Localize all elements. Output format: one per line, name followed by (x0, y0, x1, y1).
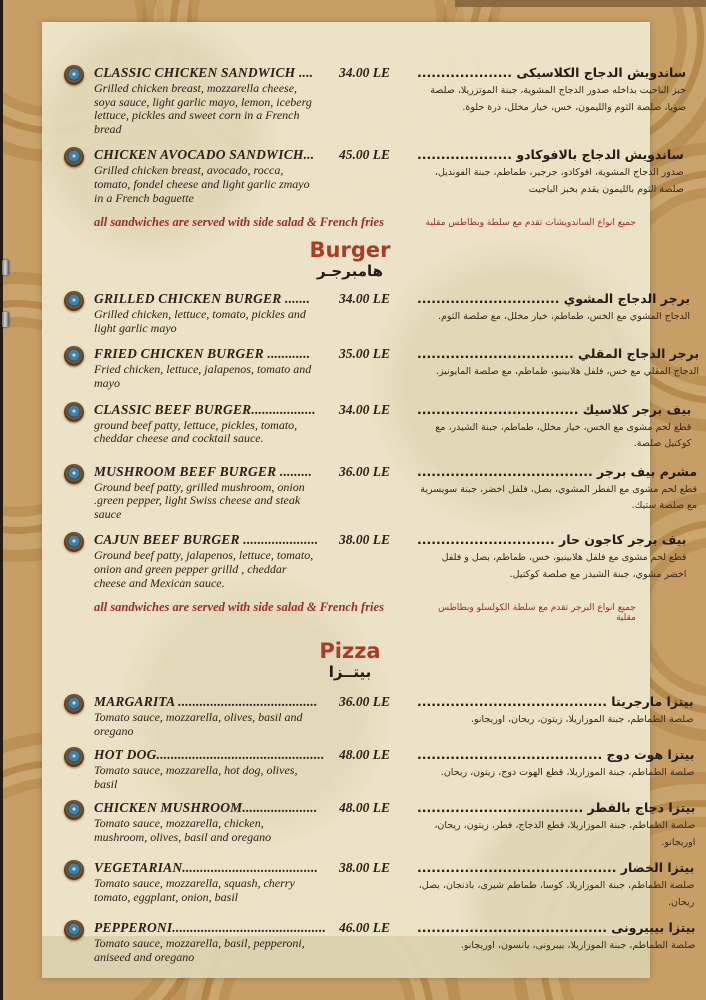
menu-item (64, 919, 696, 965)
item-name-en: MUSHROOM BEEF BURGER ......... (94, 463, 313, 479)
item-desc-en: Tomato sauce, mozzarella, basil, pepperoni, aniseed and oregano (94, 936, 305, 965)
menu-item (64, 463, 698, 522)
item-price: 36.00 LE (339, 463, 391, 479)
section-burger (64, 238, 700, 624)
item-name-en: PEPPERONI........................................... (94, 920, 327, 936)
item-name-ar: برجر الدجاج المقلي ................................. (417, 346, 700, 362)
item-name-ar: بيتزا الخضار .......................................... (417, 860, 695, 876)
section-header (64, 239, 636, 281)
menu-item (64, 531, 687, 590)
item-name-ar: مشرم بيف برجر ..................................... (417, 463, 698, 479)
item-desc-en: Fried chicken, lettuce, jalapenos, tomato and mayo (94, 362, 312, 390)
item-name-en: MARGARITA ....................................... (94, 694, 318, 710)
item-price: 48.00 LE (339, 800, 391, 816)
section-title-ar: هامبرجـر (316, 262, 384, 281)
restaurant-logo-icon (64, 65, 84, 85)
item-desc-en: Ground beef patty, grilled mushroom, onion .green pepper, light Swiss cheese and steak sauce (94, 479, 305, 521)
restaurant-logo-icon (64, 402, 84, 422)
section-footnote (64, 600, 636, 623)
item-name-ar: بيف برجر كلاسيك .................................. (417, 401, 692, 417)
item-price: 36.00 LE (339, 694, 391, 710)
page-edge-shadow (455, 0, 706, 7)
item-price: 35.00 LE (339, 346, 391, 362)
restaurant-logo-icon (64, 694, 84, 714)
restaurant-logo-icon (64, 920, 84, 940)
item-desc-ar: صلصة الطماطم، جبنة الموزاريلا، زيتون، ريحان، اوريجانو. (470, 714, 694, 726)
footnote-en: all sandwiches are served with side salad & French fries (94, 600, 384, 615)
item-desc-en: Tomato sauce, mozzarella, olives, basil and oregano (94, 710, 303, 738)
section-header (64, 640, 636, 682)
item-desc-ar: الدجاج المشوي مع الخس، طماطم، خيار مخلل، مع صلصة الثوم. (437, 311, 691, 323)
item-desc-en: Grilled chicken breast, mozzarella cheese, soya sauce, light garlic mayo, lemon, iceberg lettuce, pickles and sweet corn in a French bread (94, 81, 312, 136)
menu-item (64, 290, 691, 335)
item-name-en: CAJUN BEEF BURGER ..................... (94, 532, 319, 548)
item-desc-en: Tomato sauce, mozzarella, chicken, mushroom, olives, basil and oregano (94, 816, 272, 845)
item-desc-ar: قطع لحم مشوى مع الفطر المشوي، بصل، فلفل اخضر، جبنة سويسرية مع صلصة ستيك. (420, 483, 698, 512)
item-name-en: VEGETARIAN...................................... (94, 860, 319, 876)
item-desc-ar: الدجاج المقلي مع خس، فلفل هلابينيو، طماطم، مع صلصة المايونيز. (435, 366, 700, 378)
staple (2, 312, 9, 327)
item-desc-ar: قطع لحم مشوى مع الخس، خيار مخلل، طماطم، جبنة الشيدر، مع كوكتيل صلصة. (435, 421, 692, 450)
restaurant-logo-icon (64, 532, 84, 552)
restaurant-logo-icon (64, 147, 84, 167)
footnote-ar: جميع انواع الساندويشات تقدم مع سلطة وبطاطس مقلية (425, 218, 636, 229)
restaurant-logo-icon (64, 346, 84, 366)
section-pizza (64, 639, 696, 965)
item-name-ar: بيتزا دجاج بالفطر ................................... (417, 800, 696, 816)
item-desc-en: Grilled chicken, lettuce, tomato, pickles and light garlic mayo (94, 307, 306, 335)
restaurant-logo-icon (64, 291, 84, 311)
item-name-ar: ساندويش الدجاج الكلاسيكى .................... (417, 65, 687, 80)
menu-item (64, 859, 695, 911)
menu-item (64, 693, 694, 738)
restaurant-logo-icon (64, 800, 84, 820)
item-name-en: CLASSIC BEEF BURGER.................. (94, 401, 316, 417)
item-name-ar: بيتزا بيبيرونى ........................................ (417, 920, 696, 936)
item-price: 46.00 LE (339, 920, 391, 936)
item-price: 34.00 LE (339, 401, 391, 417)
section-title-en: Burger (309, 238, 391, 263)
item-desc-en: Tomato sauce, mozzarella, hot dog, olives, basil (94, 763, 298, 791)
footnote-en: all sandwiches are served with side salad & French fries (94, 215, 384, 230)
item-name-en: CHICKEN MUSHROOM..................... (94, 800, 318, 816)
restaurant-logo-icon (64, 747, 84, 767)
item-desc-ar: صلصة الطماطم، جبنة الموزاريلا، قطع الدجاج، فطر، زيتون، ريحان، اوريجانو. (434, 820, 696, 848)
page-binding-edge (0, 0, 3, 1000)
staple (2, 260, 9, 275)
menu-item (64, 746, 695, 791)
item-name-en: CHICKEN AVOCADO SANDWICH... (94, 147, 315, 163)
item-desc-en: Tomato sauce, mozzarella, squash, cherry tomato, eggplant, onion, basil (94, 876, 295, 905)
section-title-ar: بيتــزا (328, 663, 372, 682)
menu-item (64, 401, 692, 453)
menu-content (42, 22, 700, 978)
footnote-ar: جميع انواع البرجر تقدم مع سلطة الكولسلو وبطاطس مقلية (438, 603, 636, 624)
item-price: 48.00 LE (339, 747, 391, 763)
item-desc-en: Ground beef patty, jalapenos, lettuce, tomato, onion and green pepper grilld , cheddar cheese and Mexican sauce. (94, 548, 314, 590)
item-name-en: FRIED CHICKEN BURGER ............ (94, 346, 311, 362)
item-desc-ar: صلصة الطماطم، جبنة الموزاريلا، بيبرونى، يانسون، اوريجانو. (460, 940, 696, 952)
item-desc-ar: خبز الباجيت بداخله صدور الدجاج المشوية، جبنة الموتزريلا، صلصة صويا، صلصة الثوم والليمون، خس، خيار مخلل، ذرة حلوة. (430, 85, 687, 113)
menu-item (64, 799, 696, 851)
item-desc-en: ground beef patty, lettuce, pickles, tomato, cheddar cheese and cocktail sauce. (94, 417, 298, 446)
section-sandwiches (64, 64, 687, 230)
item-desc-ar: صلصة الطماطم، جبنة الموزاريلا، قطع الهوت دوج، زيتون، ريحان. (440, 767, 695, 779)
item-name-ar: ساندويش الدجاج بالافوكادو .................... (417, 147, 684, 163)
menu-item (64, 345, 700, 390)
menu-item (64, 146, 684, 205)
item-price: 38.00 LE (339, 532, 391, 548)
item-name-ar: برجر الدجاج المشوي .............................. (417, 291, 691, 307)
item-desc-ar: قطع لحم مشوى مع فلفل هلابينيو، خس، طماطم، بصل و فلفل اخضر مشوي، جبنة الشيدر مع صلصة كوكتيل. (441, 552, 687, 580)
section-title-en: Pizza (319, 639, 381, 664)
item-name-ar: بيتزا مارجريتا ........................................ (417, 694, 694, 710)
item-name-ar: بيف برجر كاجون حار ............................. (417, 532, 687, 548)
item-price: 34.00 LE (339, 65, 391, 80)
item-desc-en: Grilled chicken breast, avocado, rocca, tomato, fondel cheese and light garlic zmayo in a French baguette (94, 163, 310, 205)
item-name-en: CLASSIC CHICKEN SANDWICH .... (94, 65, 314, 80)
restaurant-logo-icon (64, 464, 84, 484)
item-name-ar: بيتزا هوت دوج ....................................... (417, 747, 695, 763)
menu-item (64, 64, 687, 136)
section-footnote (64, 215, 636, 230)
item-price: 38.00 LE (339, 860, 391, 876)
item-name-en: HOT DOG............................................... (94, 747, 325, 763)
item-price: 34.00 LE (339, 291, 391, 307)
item-name-en: GRILLED CHICKEN BURGER ....... (94, 291, 311, 307)
restaurant-logo-icon (64, 860, 84, 880)
item-desc-ar: صلصة الطماطم، جبنة الموزاريلا، كوسا، طماطم شيرى، باذنجان، بصل، ريحان. (418, 880, 695, 908)
item-desc-ar: صدور الدجاج المشوية، افوكادو، جرجير، طماطم، جبنة الفونديل، صلصة الثوم بالليمون يقدم بخبز الباجيت (434, 167, 684, 195)
item-price: 45.00 LE (339, 147, 391, 163)
